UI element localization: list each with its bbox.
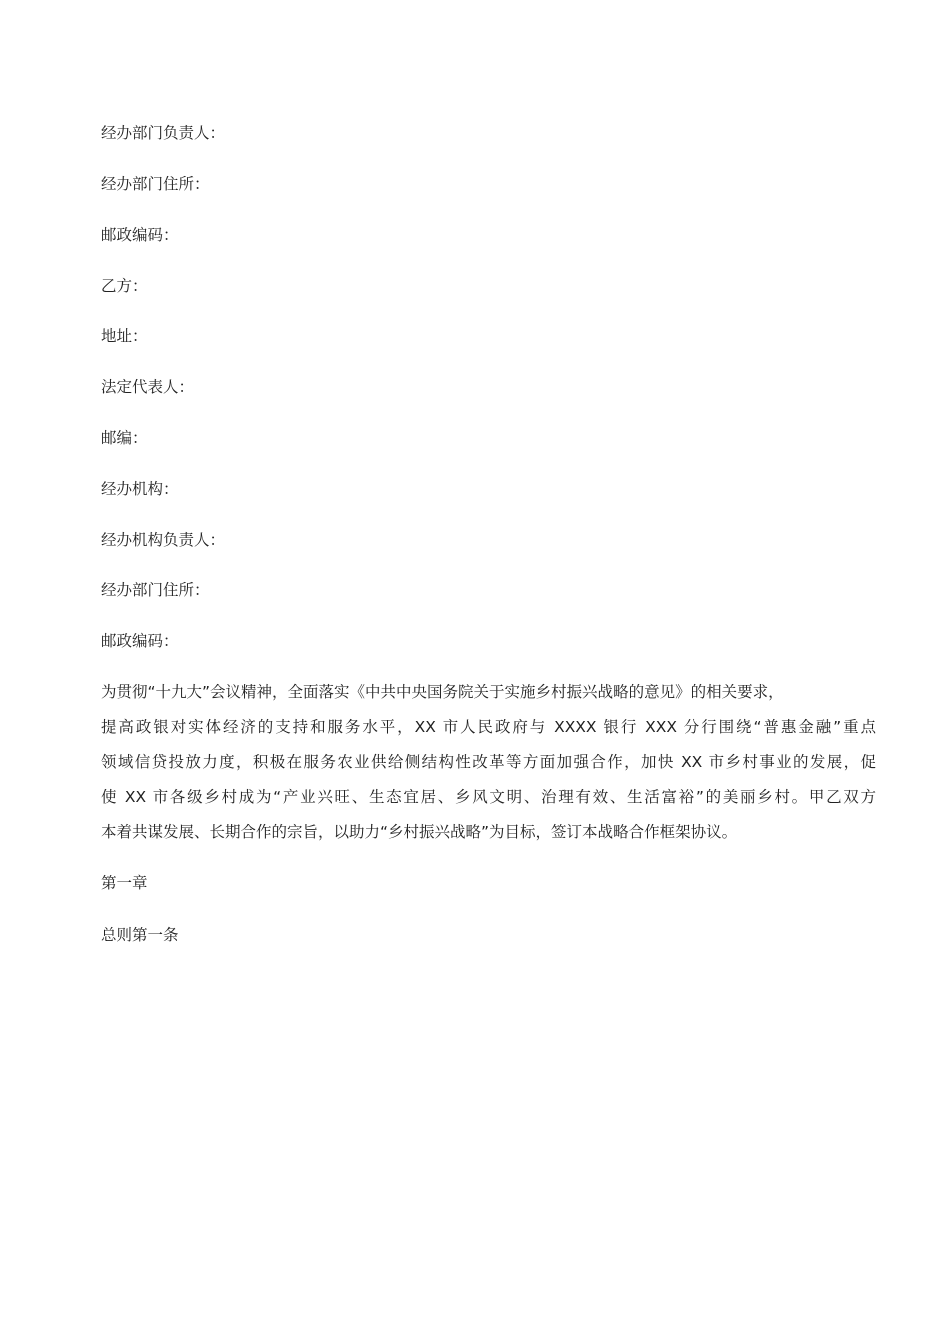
- intro-line: 使 XX 市各级乡村成为“产业兴旺、生态宜居、乡风文明、治理有效、生活富裕”的美丽乡村。甲乙双方: [101, 788, 876, 806]
- field-postal-code: 邮政编码：: [101, 226, 179, 244]
- intro-line: 提高政银对实体经济的支持和服务水平，XX 市人民政府与 XXXX 银行 XXX 分行围绕“普惠金融”重点: [101, 718, 876, 736]
- chapter-heading: 第一章: [101, 874, 148, 892]
- field-dept-address: 经办部门住所：: [101, 175, 210, 193]
- field-postcode: 邮编：: [101, 429, 148, 447]
- field-agency-head: 经办机构负责人：: [101, 531, 226, 549]
- intro-paragraph: [101, 682, 876, 857]
- field-dept-address-2: 经办部门住所：: [101, 581, 210, 599]
- field-agency: 经办机构：: [101, 480, 179, 498]
- field-legal-representative: 法定代表人：: [101, 378, 195, 396]
- field-party-b: 乙方：: [101, 277, 148, 295]
- field-address: 地址：: [101, 327, 148, 345]
- field-dept-head: 经办部门负责人：: [101, 124, 226, 142]
- intro-line: 为贯彻“十九大”会议精神，全面落实《中共中央国务院关于实施乡村振兴战略的意见》的相关要求，: [101, 683, 784, 701]
- article-heading: 总则第一条: [101, 926, 179, 944]
- field-postal-code-2: 邮政编码：: [101, 632, 179, 650]
- intro-line: 领域信贷投放力度，积极在服务农业供给侧结构性改革等方面加强合作，加快 XX 市乡村事业的发展，促: [101, 753, 876, 771]
- intro-line: 本着共谋发展、长期合作的宗旨，以助力“乡村振兴战略”为目标，签订本战略合作框架协议。: [101, 823, 738, 841]
